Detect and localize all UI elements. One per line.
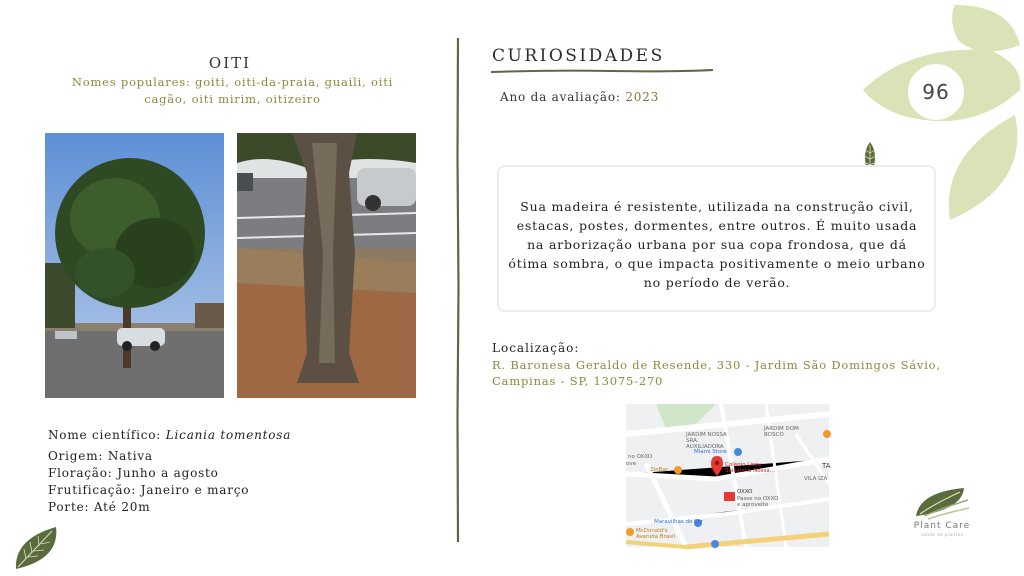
fruiting: Frutificação: Janeiro e março [48, 483, 250, 497]
map-label-jardim-dom-bosco: JARDIM DOM BOSCO [764, 426, 799, 438]
map-label-maravilhas: Maravilhas do Lar [654, 519, 703, 525]
location-map[interactable] [626, 404, 829, 547]
curiosities-heading: CURIOSIDADES [492, 46, 665, 66]
location-label: Localização: [492, 341, 580, 355]
divider [455, 38, 461, 542]
curiosity-text: Sua madeira é resistente, utilizada na construção civil, estacas, postes, dormentes, entre outros. É muito usada na arborização urbana por sua copa frondosa, que dá ótima sombra, o que impacta positivamente o meio urbano no período de verão. [508, 199, 926, 290]
flowering: Floração: Junho a agosto [48, 466, 219, 480]
map-label-miami-store: Miami Store [694, 449, 727, 455]
leaf-icon [12, 525, 62, 571]
map-label-mcdonalds: McDonald's Avenida Brasil [636, 528, 676, 540]
location-address: R. Baronesa Geraldo de Resende, 330 - Jardim São Domingos Sávio, Campinas - SP, 13075-270 [492, 358, 941, 388]
brand-tagline: saúde de plantas [920, 532, 964, 537]
popular-names: Nomes populares: goiti, oiti-da-praia, guaili, oiti cagão, oiti mirim, oitizeiro [71, 75, 394, 106]
map-label-ove: ove [626, 461, 637, 467]
brand-name: Plant Care [913, 521, 971, 531]
map-label-oxxo-sub: Passe no OXXO e aproveite [737, 496, 779, 508]
heading-underline [491, 68, 713, 74]
score-badge: 96 [908, 64, 964, 120]
store-icon [724, 492, 735, 501]
map-label-zinbar: ZinBar [650, 467, 669, 473]
map-label-vila-iza: VILA IZA [804, 476, 828, 482]
map-label-colegio: Colégio Liceu Salesiano Nossa... [725, 462, 775, 474]
species-specs [48, 427, 291, 516]
map-label-oxxo-left: no OXXO [628, 454, 653, 460]
origin: Origem: Nativa [48, 449, 153, 463]
plant-care-logo-icon [914, 486, 970, 520]
year-value: 2023 [625, 90, 660, 104]
species-title: OITI [208, 54, 252, 72]
map-label-ta: TA [822, 462, 831, 470]
scientific-label: Nome científico: [48, 428, 162, 442]
tree-photo [45, 133, 224, 398]
year-label: Ano da avaliação: [500, 90, 621, 104]
size: Porte: Até 20m [48, 500, 151, 514]
map-label-jardim-nossa-sra: JARDIM NOSSA SRA. AUXILIADORA [686, 432, 727, 450]
scientific-name: Licania tomentosa [165, 428, 292, 442]
trunk-photo [237, 133, 416, 398]
map-label-oxxo: OXXO [737, 489, 753, 495]
evaluation-year [500, 90, 659, 104]
scientific-name-line [48, 427, 291, 444]
